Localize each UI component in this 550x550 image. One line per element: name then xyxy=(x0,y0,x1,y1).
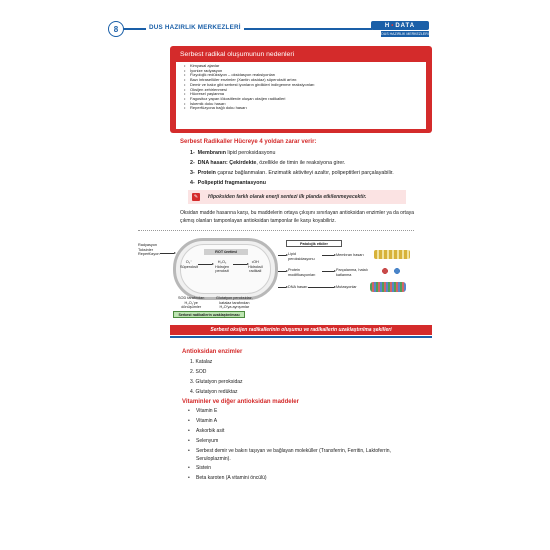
causes-box xyxy=(170,46,432,133)
list-item: 2. SOD xyxy=(190,369,207,375)
list-item: • Vitamin E xyxy=(196,408,426,416)
diagram-arrow xyxy=(278,255,286,256)
logo-tagline: DUS HAZIRLIK MERKEZLERİ xyxy=(381,32,429,36)
list-item: • İyonize radyasyon xyxy=(184,69,418,74)
list-item: • Demir ve bakır gibi serbest iyonların girdikleri indirgenme reaksiyonları xyxy=(184,83,418,88)
protein-icon xyxy=(376,266,406,276)
figure-caption-banner: Serbest oksijen radikallerinin oluşumu ve radikallerin uzaklaştırılma şekilleri xyxy=(170,325,432,335)
ros-diagram xyxy=(138,230,414,322)
damage-item xyxy=(190,150,275,156)
damage-item-bold: Polipeptid fragmantasyonu xyxy=(197,180,266,186)
damage-item-bold: Membranın xyxy=(197,150,226,156)
damage-item-number: 2- xyxy=(190,160,195,166)
damage-item xyxy=(190,160,345,166)
damage-item-text: lipid peroksidasyonu xyxy=(225,150,276,156)
damage-item-number: 4- xyxy=(190,180,195,186)
list-item: • Sistein xyxy=(196,465,426,473)
damage-item-bold: DNA hasarı: Çekirdekte xyxy=(197,160,257,166)
list-item: • Oksijen zehirlenmesi xyxy=(184,88,418,93)
diagram-arrow xyxy=(322,271,334,272)
superoxide-label: O₂⁻ Süperoksit xyxy=(180,260,198,269)
dna-icon xyxy=(370,282,406,292)
callout-text: Hipoksiden farklı olarak enerji sentezi ilk planda etkilenmeyecektir. xyxy=(208,194,367,200)
pencil-icon: ✎ xyxy=(193,194,199,200)
membrane-icon xyxy=(374,250,410,259)
diagram-arrow xyxy=(233,264,247,265)
diagram-sources-label: Radyasyon Toksinler Reperfüzyon xyxy=(138,243,160,256)
publisher-logo xyxy=(371,21,429,39)
causes-box-content xyxy=(176,62,426,129)
banner-rule xyxy=(170,336,432,338)
list-item: • İskemik doku hasarı xyxy=(184,102,418,107)
antioxidant-paragraph: Oksidan madde hasarına karşı, bu maddelerin ortaya çıkışını sınırlayan antioksidan enzimler ya da ortaya çıkmış olanları tamponlayan antioksidan tamponlar ile karşı koyabiliriz. xyxy=(180,210,415,224)
ros-production-box: ROT üretimi xyxy=(204,249,248,255)
enzymes-heading: Antioksidan enzimler xyxy=(182,349,243,355)
effect-result-label: Mutasyonlar xyxy=(336,285,357,289)
list-item: • Bazı intrasellüler enzimler (Xantin oksidaz) süperoksiti artırır. xyxy=(184,78,418,83)
damage-item xyxy=(190,180,266,186)
hydrogen-peroxide-label: H₂O₂ Hidrojen peroksit xyxy=(215,260,230,273)
effect-cause-label: DNA hasarı xyxy=(288,285,308,289)
damage-item-number: 3- xyxy=(190,170,195,176)
list-item: • Vitamin A xyxy=(196,418,426,426)
diagram-arrow xyxy=(160,253,174,254)
sod-label: SOD tarafından H₂O₂'ye dönüşümler xyxy=(178,296,205,309)
damage-item xyxy=(190,170,394,176)
effect-result-label: Parçalanma, hatalı katlanma xyxy=(336,268,368,277)
pathologic-effects-box: Patolojik etkiler xyxy=(286,240,342,247)
vitamins-heading: Vitaminler ve diğer antioksidan maddeler xyxy=(182,399,299,405)
damage-item-text: çapraz bağlanmaları. Enzimatik aktiviteyi azaltır, polipeptitleri parçalayabilir. xyxy=(215,170,394,176)
page-header xyxy=(108,21,430,38)
logo-letter: H xyxy=(384,22,391,29)
list-item: • Serbest demir ve bakırı taşıyan ve bağlayan moleküller (Transferrin, Ferritin, Laktoferrin, Seruloplazmin). xyxy=(196,448,426,463)
hypoxia-callout xyxy=(188,190,406,204)
page-number: 8 xyxy=(108,21,124,37)
damage-item-number: 1- xyxy=(190,150,195,156)
damage-heading: Serbest Radikaller Hücreye 4 yoldan zarar verir: xyxy=(180,139,317,145)
effect-result-label: Membran hasarı xyxy=(336,253,364,257)
list-item: 4. Glutatyon redüktaz xyxy=(190,389,238,395)
list-item: • Fagositoz yapan lökositlerde oluşan oksijen radikalleri xyxy=(184,97,418,102)
diagram-arrow xyxy=(308,287,334,288)
list-item: • Selenyum xyxy=(196,438,426,446)
hydroxyl-label: •OH Hidroksil radikali xyxy=(248,260,263,273)
list-item: 1. Katalaz xyxy=(190,359,213,365)
causes-list xyxy=(184,64,418,111)
diagram-arrow xyxy=(278,287,286,288)
logo-data: DATA xyxy=(395,22,416,29)
list-item: • Kimyasal ajanlar xyxy=(184,64,418,69)
damage-item-text: , özellikle de timin ile reaksiyona girer. xyxy=(256,160,346,166)
list-item: • Beta karoten (A vitamini öncülü) xyxy=(196,475,426,483)
list-item: • Fizyolojik redüksiyon – oksidasyon reaksiyonları xyxy=(184,73,418,78)
diagram-arrow xyxy=(322,255,334,256)
list-item: • Reperfüzyona bağlı doku hasarı xyxy=(184,106,418,111)
logo-dot: • xyxy=(391,22,395,29)
radical-removal-box: Serbest radikallerin uzaklaştırılması xyxy=(173,311,245,318)
damage-item-bold: Protein xyxy=(197,170,216,176)
effect-cause-label: Lipid peroksidasyonu xyxy=(288,252,315,261)
header-title: DUS HAZIRLIK MERKEZLERİ xyxy=(146,24,244,31)
list-item: 3. Glutatyon peroksidaz xyxy=(190,379,243,385)
diagram-arrow xyxy=(278,271,286,272)
diagram-arrow xyxy=(198,264,212,265)
logo-wordmark xyxy=(371,21,429,30)
causes-box-title: Serbest radikal oluşumunun nedenleri xyxy=(180,51,295,58)
list-item: • Askorbik asit xyxy=(196,428,426,436)
list-item: • Hücresel yaşlanma xyxy=(184,92,418,97)
gpx-label: Glutatyon peroksidaz, katalaz tarafından H₂O'ya ayrışımlar xyxy=(216,296,253,309)
effect-cause-label: Protein modifikasyonları xyxy=(288,268,316,277)
